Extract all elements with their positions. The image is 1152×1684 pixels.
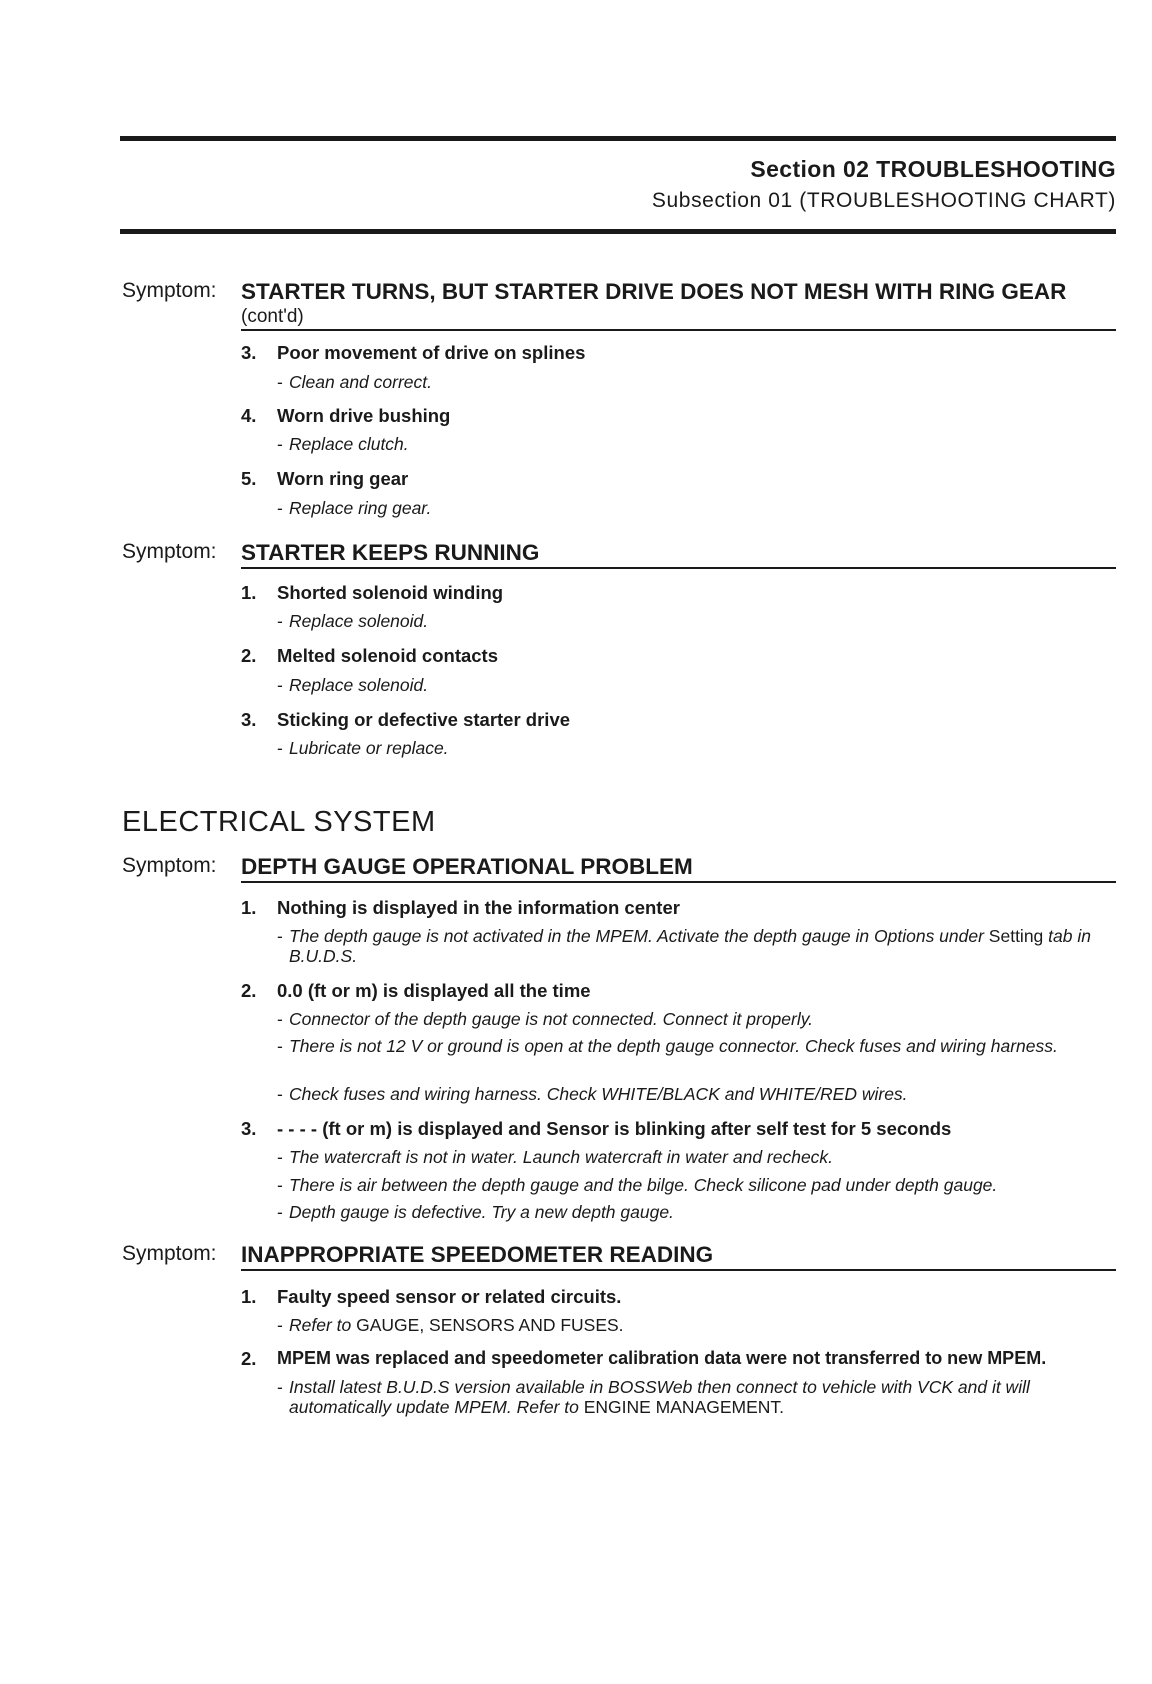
symptom-label: Symptom: (122, 540, 217, 563)
item-cause: Melted solenoid contacts (277, 645, 499, 666)
item-remedy: - Replace solenoid. (277, 611, 429, 631)
item-number: 3. (241, 342, 257, 363)
symptom-title: STARTER KEEPS RUNNING (241, 540, 1116, 569)
symptom-title: DEPTH GAUGE OPERATIONAL PROBLEM (241, 854, 1116, 883)
item-cause: Shorted solenoid winding (277, 582, 504, 603)
item-remedy: - Install latest B.U.D.S version available in BOSSWeb then connect to vehicle with VCK and it will automatically update MPEM. Refer to ENGINE MANAGEMENT. (277, 1377, 1030, 1417)
item-number: 2. (241, 980, 257, 1001)
item-remedy: - Lubricate or replace. (277, 738, 449, 758)
symptom-label: Symptom: (122, 279, 217, 302)
item-cause: Worn ring gear (277, 468, 409, 489)
item-remedy: - Connector of the depth gauge is not connected. Connect it properly. (277, 1009, 814, 1029)
section-heading: Section 02 TROUBLESHOOTING (750, 156, 1116, 182)
item-remedy: - Replace clutch. (277, 434, 409, 454)
item-remedy: - Replace solenoid. (277, 675, 429, 695)
header-rule-top (120, 136, 1116, 141)
item-number: 1. (241, 1286, 257, 1307)
item-remedy: - There is not 12 V or ground is open at the depth gauge connector. Check fuses and wiring harness. (277, 1036, 1058, 1056)
header-rule-bottom (120, 229, 1116, 234)
item-number: 3. (241, 1118, 257, 1139)
subsection-heading: Subsection 01 (TROUBLESHOOTING CHART) (651, 189, 1116, 212)
item-remedy: - The depth gauge is not activated in the MPEM. Activate the depth gauge in Options under Setting tab in B.U.D.S. (277, 926, 1091, 966)
continued-note: (cont'd) (241, 306, 304, 327)
item-remedy: - There is air between the depth gauge and the bilge. Check silicone pad under depth gauge. (277, 1175, 998, 1195)
item-cause: Nothing is displayed in the information center (277, 897, 680, 918)
symptom-label: Symptom: (122, 854, 217, 877)
item-remedy: - Refer to GAUGE, SENSORS AND FUSES. (277, 1315, 624, 1335)
item-cause: Worn drive bushing (277, 405, 451, 426)
item-cause: Sticking or defective starter drive (277, 709, 571, 730)
page-header (652, 156, 1116, 213)
symptom-title: INAPPROPRIATE SPEEDOMETER READING (241, 1242, 1116, 1271)
symptom-title (241, 279, 1116, 331)
item-number: 2. (241, 645, 257, 666)
item-cause: Poor movement of drive on splines (277, 342, 586, 363)
item-cause: - - - - (ft or m) is displayed and Sensor is blinking after self test for 5 seconds (277, 1118, 952, 1139)
item-cause: MPEM was replaced and speedometer calibration data were not transferred to new MPEM. (277, 1348, 1047, 1368)
item-number: 4. (241, 405, 257, 426)
item-number: 2. (241, 1348, 257, 1369)
item-number: 1. (241, 897, 257, 918)
item-number: 1. (241, 582, 257, 603)
item-cause: Faulty speed sensor or related circuits. (277, 1286, 622, 1307)
item-number: 3. (241, 709, 257, 730)
symptom-title-text: STARTER TURNS, BUT STARTER DRIVE DOES NOT MESH WITH RING GEAR (241, 279, 1067, 304)
item-remedy: - Check fuses and wiring harness. Check WHITE/BLACK and WHITE/RED wires. (277, 1084, 908, 1104)
item-number: 5. (241, 468, 257, 489)
item-cause: 0.0 (ft or m) is displayed all the time (277, 980, 591, 1001)
symptom-label: Symptom: (122, 1242, 217, 1265)
item-remedy: - The watercraft is not in water. Launch watercraft in water and recheck. (277, 1147, 834, 1167)
section-title: ELECTRICAL SYSTEM (122, 806, 436, 838)
item-remedy: - Clean and correct. (277, 372, 432, 392)
item-remedy: - Depth gauge is defective. Try a new depth gauge. (277, 1202, 674, 1222)
item-remedy: - Replace ring gear. (277, 498, 432, 518)
